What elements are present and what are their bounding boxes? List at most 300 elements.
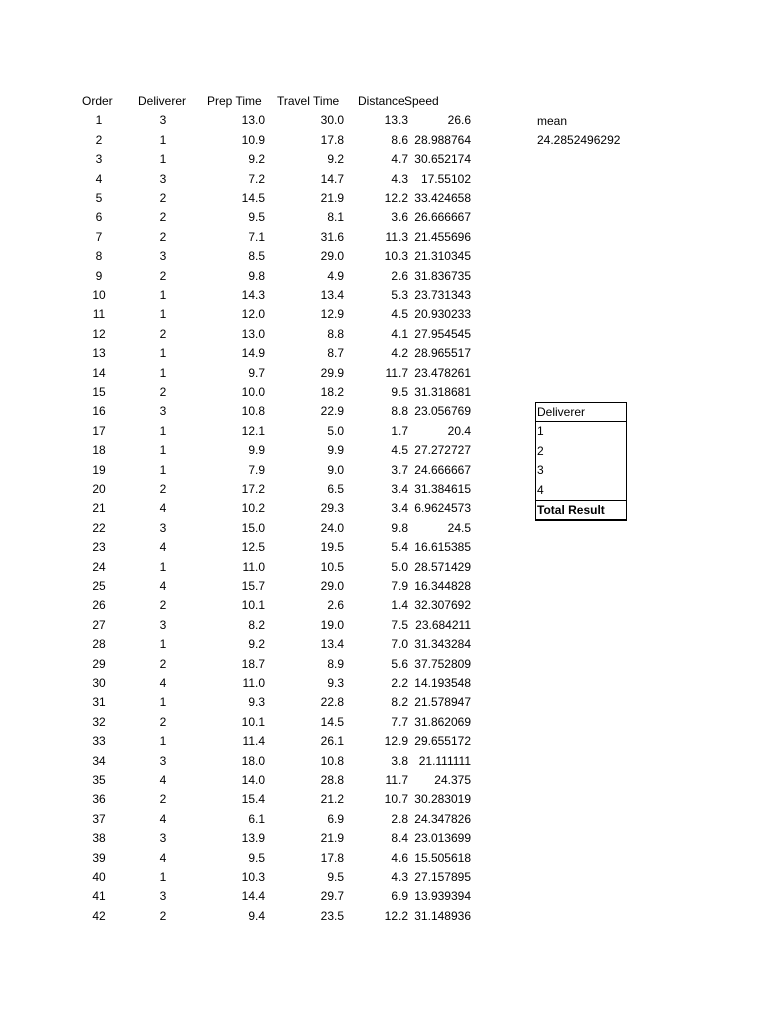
prep-time-cell[interactable]: 14.9 bbox=[241, 346, 265, 361]
prep-time-cell[interactable]: 15.4 bbox=[241, 792, 265, 807]
distance-cell[interactable]: 3.4 bbox=[391, 501, 408, 516]
speed-cell[interactable]: 21.111111 bbox=[418, 753, 471, 768]
speed-cell[interactable]: 23.056769 bbox=[414, 404, 471, 419]
distance-cell[interactable]: 12.2 bbox=[384, 908, 408, 923]
travel-time-cell[interactable]: 22.9 bbox=[320, 404, 344, 419]
mean-value[interactable]: 24.2852496292 bbox=[537, 133, 621, 148]
header-distance[interactable]: Distance bbox=[358, 94, 405, 108]
distance-cell[interactable]: 4.5 bbox=[391, 443, 408, 458]
table-row bbox=[0, 616, 768, 635]
travel-time-cell[interactable]: 31.6 bbox=[320, 229, 344, 244]
header-row bbox=[0, 92, 768, 111]
deliverer-cell[interactable]: 1 bbox=[159, 637, 167, 652]
deliverer-cell[interactable]: 4 bbox=[159, 850, 167, 865]
order-cell[interactable]: 42 bbox=[92, 908, 106, 923]
travel-time-cell[interactable]: 23.5 bbox=[320, 908, 344, 923]
table-row bbox=[0, 499, 768, 518]
prep-time-cell[interactable]: 7.2 bbox=[248, 171, 265, 186]
prep-time-cell[interactable]: 7.1 bbox=[248, 229, 265, 244]
deliverer-cell[interactable]: 2 bbox=[159, 210, 167, 225]
speed-cell[interactable]: 23.478261 bbox=[414, 365, 471, 380]
table-row bbox=[0, 441, 768, 460]
travel-time-cell[interactable]: 17.8 bbox=[320, 850, 344, 865]
order-cell[interactable]: 15 bbox=[92, 385, 106, 399]
table-row bbox=[0, 558, 768, 577]
speed-cell[interactable]: 26.666667 bbox=[414, 210, 471, 225]
speed-cell[interactable]: 29.655172 bbox=[414, 734, 471, 749]
prep-time-cell[interactable]: 9.3 bbox=[248, 695, 265, 710]
order-cell[interactable]: 23 bbox=[92, 540, 106, 555]
table-row bbox=[0, 577, 768, 596]
deliverer-cell[interactable]: 1 bbox=[159, 132, 167, 147]
prep-time-cell[interactable]: 13.9 bbox=[241, 831, 265, 846]
prep-time-cell[interactable]: 10.1 bbox=[241, 598, 265, 613]
order-cell[interactable]: 4 bbox=[95, 171, 103, 186]
distance-cell[interactable]: 7.0 bbox=[391, 637, 408, 652]
distance-cell[interactable]: 5.3 bbox=[391, 288, 408, 302]
prep-time-cell[interactable]: 9.5 bbox=[248, 210, 265, 225]
travel-time-cell[interactable]: 29.0 bbox=[320, 579, 344, 593]
deliverer-cell[interactable]: 4 bbox=[159, 579, 167, 593]
order-cell[interactable]: 6 bbox=[95, 210, 103, 225]
deliverer-cell[interactable]: 1 bbox=[159, 152, 167, 167]
distance-cell[interactable]: 2.2 bbox=[391, 676, 408, 690]
order-cell[interactable]: 17 bbox=[92, 423, 106, 438]
travel-time-cell[interactable]: 13.4 bbox=[320, 637, 344, 652]
order-cell[interactable]: 10 bbox=[92, 288, 106, 302]
deliverer-cell[interactable]: 3 bbox=[159, 617, 167, 632]
order-cell[interactable]: 2 bbox=[95, 132, 103, 147]
travel-time-cell[interactable]: 2.6 bbox=[327, 598, 344, 613]
table-row bbox=[0, 635, 768, 654]
distance-cell[interactable]: 1.7 bbox=[391, 423, 408, 438]
distance-cell[interactable]: 11.7 bbox=[385, 773, 408, 787]
order-cell[interactable]: 18 bbox=[92, 443, 106, 458]
distance-cell[interactable]: 2.6 bbox=[391, 268, 408, 283]
speed-cell[interactable]: 31.862069 bbox=[414, 714, 471, 729]
order-cell[interactable]: 24 bbox=[92, 559, 106, 574]
deliverer-cell[interactable]: 1 bbox=[159, 346, 167, 361]
order-cell[interactable]: 21 bbox=[92, 501, 106, 516]
order-cell[interactable]: 34 bbox=[92, 753, 106, 768]
deliverer-cell[interactable]: 4 bbox=[159, 501, 167, 516]
travel-time-cell[interactable]: 21.9 bbox=[320, 191, 344, 205]
deliverer-cell[interactable]: 1 bbox=[159, 734, 167, 749]
order-cell[interactable]: 7 bbox=[95, 229, 103, 244]
distance-cell[interactable]: 5.6 bbox=[391, 656, 408, 671]
distance-cell[interactable]: 3.7 bbox=[391, 462, 408, 477]
deliverer-cell[interactable]: 4 bbox=[159, 540, 167, 555]
travel-time-cell[interactable]: 12.9 bbox=[320, 307, 344, 322]
distance-cell[interactable]: 3.8 bbox=[391, 753, 408, 768]
table-row bbox=[0, 752, 768, 771]
prep-time-cell[interactable]: 10.9 bbox=[241, 132, 265, 147]
speed-cell[interactable]: 27.157895 bbox=[414, 870, 471, 884]
table-row bbox=[0, 170, 768, 189]
travel-time-cell[interactable]: 8.8 bbox=[327, 326, 344, 341]
distance-cell[interactable]: 7.5 bbox=[391, 617, 408, 632]
prep-time-cell[interactable]: 9.8 bbox=[248, 268, 265, 283]
deliverer-cell[interactable]: 2 bbox=[159, 908, 167, 923]
speed-cell[interactable]: 21.578947 bbox=[414, 695, 471, 710]
deliverer-cell[interactable]: 2 bbox=[159, 191, 167, 205]
prep-time-cell[interactable]: 7.9 bbox=[248, 462, 265, 477]
order-cell[interactable]: 26 bbox=[92, 598, 106, 613]
travel-time-cell[interactable]: 17.8 bbox=[320, 132, 344, 147]
order-cell[interactable]: 31 bbox=[92, 695, 106, 710]
speed-cell[interactable]: 16.344828 bbox=[414, 579, 471, 593]
prep-time-cell[interactable]: 12.0 bbox=[241, 307, 265, 322]
pivot-item[interactable]: 2 bbox=[537, 443, 544, 458]
deliverer-cell[interactable]: 4 bbox=[159, 773, 167, 787]
prep-time-cell[interactable]: 9.5 bbox=[248, 850, 265, 865]
prep-time-cell[interactable]: 11.0 bbox=[242, 559, 265, 574]
table-row bbox=[0, 849, 768, 868]
table-row bbox=[0, 771, 768, 790]
deliverer-cell[interactable]: 4 bbox=[159, 811, 167, 826]
distance-cell[interactable]: 8.8 bbox=[391, 404, 408, 419]
prep-time-cell[interactable]: 17.2 bbox=[241, 482, 265, 496]
order-cell[interactable]: 25 bbox=[92, 579, 106, 593]
deliverer-cell[interactable]: 2 bbox=[159, 714, 167, 729]
table-row bbox=[0, 111, 768, 130]
distance-cell[interactable]: 4.7 bbox=[391, 152, 408, 167]
deliverer-cell[interactable]: 2 bbox=[159, 792, 167, 807]
deliverer-cell[interactable]: 2 bbox=[159, 326, 167, 341]
table-row bbox=[0, 189, 768, 208]
travel-time-cell[interactable]: 6.5 bbox=[327, 482, 344, 496]
prep-time-cell[interactable]: 12.5 bbox=[241, 540, 265, 555]
deliverer-cell[interactable]: 2 bbox=[159, 268, 167, 283]
order-cell[interactable]: 39 bbox=[92, 850, 106, 865]
distance-cell[interactable]: 12.2 bbox=[384, 191, 408, 205]
prep-time-cell[interactable]: 11.0 bbox=[242, 676, 265, 690]
order-cell[interactable]: 1 bbox=[95, 113, 103, 128]
deliverer-cell[interactable]: 2 bbox=[159, 385, 167, 399]
speed-cell[interactable]: 24.347826 bbox=[414, 811, 471, 826]
travel-time-cell[interactable]: 26.1 bbox=[320, 734, 344, 749]
table-row bbox=[0, 693, 768, 712]
travel-time-cell[interactable]: 8.1 bbox=[327, 210, 344, 225]
travel-time-cell[interactable]: 9.2 bbox=[327, 152, 344, 167]
travel-time-cell[interactable]: 13.4 bbox=[320, 288, 344, 302]
table-row bbox=[0, 422, 768, 441]
prep-time-cell[interactable]: 6.1 bbox=[248, 811, 265, 826]
speed-cell[interactable]: 31.384615 bbox=[414, 482, 471, 496]
deliverer-cell[interactable]: 1 bbox=[159, 559, 167, 574]
order-cell[interactable]: 32 bbox=[92, 714, 106, 729]
speed-cell[interactable]: 21.455696 bbox=[414, 229, 471, 244]
distance-cell[interactable]: 9.8 bbox=[391, 520, 408, 535]
order-cell[interactable]: 12 bbox=[92, 326, 106, 341]
prep-time-cell[interactable]: 9.2 bbox=[248, 637, 265, 652]
travel-time-cell[interactable]: 9.0 bbox=[327, 462, 344, 477]
travel-time-cell[interactable]: 21.9 bbox=[320, 831, 344, 846]
prep-time-cell[interactable]: 11.4 bbox=[242, 734, 265, 749]
speed-cell[interactable]: 31.148936 bbox=[414, 908, 471, 923]
pivot-header[interactable]: Deliverer bbox=[536, 403, 626, 422]
travel-time-cell[interactable]: 10.8 bbox=[320, 753, 344, 768]
table-row bbox=[0, 519, 768, 538]
deliverer-cell[interactable]: 1 bbox=[159, 365, 167, 380]
prep-time-cell[interactable]: 10.2 bbox=[241, 501, 265, 516]
header-travel-time[interactable]: Travel Time bbox=[277, 94, 340, 108]
distance-cell[interactable]: 4.5 bbox=[391, 307, 408, 322]
prep-time-cell[interactable]: 9.9 bbox=[248, 443, 265, 458]
order-cell[interactable]: 11 bbox=[92, 307, 106, 322]
speed-cell[interactable]: 15.505618 bbox=[414, 850, 471, 865]
travel-time-cell[interactable]: 29.0 bbox=[320, 249, 344, 264]
prep-time-cell[interactable]: 8.2 bbox=[248, 617, 265, 632]
speed-cell[interactable]: 6.9624573 bbox=[414, 501, 471, 516]
speed-cell[interactable]: 28.988764 bbox=[414, 132, 471, 147]
travel-time-cell[interactable]: 29.7 bbox=[320, 889, 344, 904]
travel-time-cell[interactable]: 5.0 bbox=[327, 423, 344, 438]
travel-time-cell[interactable]: 19.0 bbox=[320, 617, 344, 632]
travel-time-cell[interactable]: 6.9 bbox=[327, 811, 344, 826]
distance-cell[interactable]: 9.5 bbox=[391, 385, 408, 399]
pivot-items bbox=[536, 422, 626, 500]
order-cell[interactable]: 36 bbox=[92, 792, 106, 807]
distance-cell[interactable]: 13.3 bbox=[384, 113, 408, 128]
travel-time-cell[interactable]: 8.9 bbox=[327, 656, 344, 671]
distance-cell[interactable]: 5.4 bbox=[391, 540, 408, 555]
prep-time-cell[interactable]: 14.0 bbox=[241, 773, 265, 787]
speed-cell[interactable]: 31.343284 bbox=[414, 637, 471, 652]
table-row bbox=[0, 383, 768, 402]
prep-time-cell[interactable]: 10.0 bbox=[241, 385, 265, 399]
mean-label[interactable]: mean bbox=[537, 114, 568, 128]
order-cell[interactable]: 40 bbox=[92, 870, 106, 884]
deliverer-cell[interactable]: 3 bbox=[159, 831, 167, 846]
speed-cell[interactable]: 23.013699 bbox=[414, 831, 471, 846]
distance-cell[interactable]: 4.2 bbox=[391, 346, 408, 361]
table-row bbox=[0, 208, 768, 227]
prep-time-cell[interactable]: 9.2 bbox=[248, 152, 265, 167]
pivot-total[interactable]: Total Result bbox=[536, 500, 626, 519]
order-cell[interactable]: 33 bbox=[92, 734, 106, 749]
table-row bbox=[0, 790, 768, 809]
speed-cell[interactable]: 17.55102 bbox=[420, 171, 471, 186]
table-row bbox=[0, 480, 768, 499]
order-cell[interactable]: 14 bbox=[92, 365, 106, 380]
deliverer-cell[interactable]: 3 bbox=[159, 753, 167, 768]
distance-cell[interactable]: 8.6 bbox=[391, 132, 408, 147]
table-row bbox=[0, 674, 768, 693]
speed-cell[interactable]: 31.836735 bbox=[414, 268, 471, 283]
header-order[interactable]: Order bbox=[82, 94, 113, 108]
deliverer-cell[interactable]: 3 bbox=[159, 113, 167, 128]
order-cell[interactable]: 5 bbox=[95, 191, 103, 205]
distance-cell[interactable]: 8.2 bbox=[391, 695, 408, 710]
deliverer-cell[interactable]: 1 bbox=[159, 870, 167, 884]
prep-time-cell[interactable]: 18.7 bbox=[241, 656, 265, 671]
order-cell[interactable]: 3 bbox=[95, 152, 103, 167]
order-cell[interactable]: 27 bbox=[92, 617, 106, 632]
order-cell[interactable]: 9 bbox=[95, 268, 103, 283]
speed-cell[interactable]: 20.4 bbox=[447, 423, 471, 438]
prep-time-cell[interactable]: 18.0 bbox=[241, 753, 265, 768]
speed-cell[interactable]: 14.193548 bbox=[414, 676, 471, 690]
table-row bbox=[0, 810, 768, 829]
travel-time-cell[interactable]: 10.5 bbox=[320, 559, 344, 574]
travel-time-cell[interactable]: 18.2 bbox=[320, 385, 344, 399]
distance-cell[interactable]: 6.9 bbox=[391, 889, 408, 904]
pivot-item[interactable]: 4 bbox=[537, 482, 544, 497]
distance-cell[interactable]: 10.3 bbox=[384, 249, 408, 264]
distance-cell[interactable]: 3.4 bbox=[391, 482, 408, 496]
table-row bbox=[0, 364, 768, 383]
table-row bbox=[0, 305, 768, 324]
speed-cell[interactable]: 24.666667 bbox=[414, 462, 471, 477]
speed-cell[interactable]: 37.752809 bbox=[414, 656, 471, 671]
header-prep-time[interactable]: Prep Time bbox=[207, 94, 262, 108]
order-cell[interactable]: 8 bbox=[95, 249, 103, 264]
speed-cell[interactable]: 24.5 bbox=[447, 520, 471, 535]
deliverer-cell[interactable]: 4 bbox=[159, 676, 167, 690]
prep-time-cell[interactable]: 13.0 bbox=[241, 113, 265, 128]
prep-time-cell[interactable]: 14.5 bbox=[241, 191, 265, 205]
table-row bbox=[0, 829, 768, 848]
prep-time-cell[interactable]: 10.3 bbox=[241, 870, 265, 884]
table-row bbox=[0, 402, 768, 421]
prep-time-cell[interactable]: 12.1 bbox=[241, 423, 265, 438]
travel-time-cell[interactable]: 4.9 bbox=[327, 268, 344, 283]
speed-cell[interactable]: 23.684211 bbox=[415, 617, 471, 632]
header-speed[interactable]: Speed bbox=[404, 94, 439, 108]
deliverer-cell[interactable]: 3 bbox=[159, 520, 167, 535]
deliverer-cell[interactable]: 3 bbox=[159, 171, 167, 186]
speed-cell[interactable]: 20.930233 bbox=[414, 307, 471, 322]
prep-time-cell[interactable]: 15.7 bbox=[241, 579, 265, 593]
prep-time-cell[interactable]: 13.0 bbox=[241, 326, 265, 341]
prep-time-cell[interactable]: 9.4 bbox=[248, 908, 265, 923]
travel-time-cell[interactable]: 9.3 bbox=[327, 676, 344, 690]
travel-time-cell[interactable]: 29.9 bbox=[320, 365, 344, 380]
deliverer-cell[interactable]: 1 bbox=[159, 307, 167, 322]
deliverer-cell[interactable]: 1 bbox=[159, 462, 167, 477]
distance-cell[interactable]: 7.7 bbox=[391, 714, 408, 729]
deliverer-cell[interactable]: 1 bbox=[159, 695, 167, 710]
distance-cell[interactable]: 3.6 bbox=[391, 210, 408, 225]
deliverer-cell[interactable]: 3 bbox=[159, 249, 167, 264]
order-cell[interactable]: 29 bbox=[92, 656, 106, 671]
order-cell[interactable]: 30 bbox=[92, 676, 106, 690]
deliverer-cell[interactable]: 2 bbox=[159, 229, 167, 244]
table-row bbox=[0, 538, 768, 557]
travel-time-cell[interactable]: 30.0 bbox=[320, 113, 344, 128]
deliverer-cell[interactable]: 2 bbox=[159, 482, 167, 496]
speed-cell[interactable]: 30.283019 bbox=[414, 792, 471, 807]
travel-time-cell[interactable]: 21.2 bbox=[320, 792, 344, 807]
prep-time-cell[interactable]: 14.3 bbox=[241, 288, 265, 302]
distance-cell[interactable]: 11.3 bbox=[385, 229, 408, 244]
pivot-item[interactable]: 1 bbox=[537, 424, 544, 439]
header-deliverer[interactable]: Deliverer bbox=[138, 94, 187, 108]
travel-time-cell[interactable]: 24.0 bbox=[320, 520, 344, 535]
distance-cell[interactable]: 2.8 bbox=[391, 811, 408, 826]
travel-time-cell[interactable]: 22.8 bbox=[320, 695, 344, 710]
distance-cell[interactable]: 4.3 bbox=[391, 171, 408, 186]
distance-cell[interactable]: 4.6 bbox=[391, 850, 408, 865]
prep-time-cell[interactable]: 15.0 bbox=[241, 520, 265, 535]
speed-cell[interactable]: 16.615385 bbox=[414, 540, 471, 555]
travel-time-cell[interactable]: 8.7 bbox=[327, 346, 344, 361]
speed-cell[interactable]: 33.424658 bbox=[414, 191, 471, 205]
order-cell[interactable]: 37 bbox=[92, 811, 106, 826]
travel-time-cell[interactable]: 9.9 bbox=[327, 443, 344, 458]
order-cell[interactable]: 16 bbox=[92, 404, 106, 419]
travel-time-cell[interactable]: 14.7 bbox=[320, 171, 344, 186]
prep-time-cell[interactable]: 10.1 bbox=[241, 714, 265, 729]
prep-time-cell[interactable]: 14.4 bbox=[241, 889, 265, 904]
order-cell[interactable]: 13 bbox=[92, 346, 106, 361]
speed-cell[interactable]: 31.318681 bbox=[414, 385, 471, 399]
order-cell[interactable]: 20 bbox=[92, 482, 106, 496]
order-cell[interactable]: 41 bbox=[92, 889, 106, 904]
distance-cell[interactable]: 7.9 bbox=[391, 579, 408, 593]
travel-time-cell[interactable]: 19.5 bbox=[320, 540, 344, 555]
order-cell[interactable]: 19 bbox=[92, 462, 106, 477]
order-cell[interactable]: 35 bbox=[92, 773, 106, 787]
order-cell[interactable]: 38 bbox=[92, 831, 106, 846]
pivot-item[interactable]: 3 bbox=[537, 463, 544, 478]
prep-time-cell[interactable]: 9.7 bbox=[248, 365, 265, 380]
deliverer-cell[interactable]: 2 bbox=[159, 656, 167, 671]
speed-cell[interactable]: 24.375 bbox=[434, 773, 471, 787]
prep-time-cell[interactable]: 8.5 bbox=[248, 249, 265, 264]
speed-cell[interactable]: 30.652174 bbox=[414, 152, 471, 167]
speed-cell[interactable]: 13.939394 bbox=[414, 889, 471, 904]
distance-cell[interactable]: 8.4 bbox=[391, 831, 408, 846]
distance-cell[interactable]: 4.3 bbox=[391, 870, 408, 884]
deliverer-cell[interactable]: 1 bbox=[159, 443, 167, 458]
distance-cell[interactable]: 4.1 bbox=[391, 326, 408, 341]
speed-cell[interactable]: 27.954545 bbox=[414, 326, 471, 341]
travel-time-cell[interactable]: 29.3 bbox=[320, 501, 344, 516]
deliverer-cell[interactable]: 2 bbox=[159, 598, 167, 613]
speed-cell[interactable]: 28.571429 bbox=[414, 559, 471, 574]
speed-cell[interactable]: 23.731343 bbox=[414, 288, 471, 302]
distance-cell[interactable]: 10.7 bbox=[384, 792, 408, 807]
deliverer-cell[interactable]: 1 bbox=[159, 288, 167, 302]
travel-time-cell[interactable]: 14.5 bbox=[320, 714, 344, 729]
deliverer-cell[interactable]: 3 bbox=[159, 889, 167, 904]
travel-time-cell[interactable]: 28.8 bbox=[320, 773, 344, 787]
distance-cell[interactable]: 12.9 bbox=[384, 734, 408, 749]
travel-time-cell[interactable]: 9.5 bbox=[327, 870, 344, 884]
table-row bbox=[0, 131, 768, 150]
table-row bbox=[0, 732, 768, 751]
speed-cell[interactable]: 32.307692 bbox=[414, 598, 471, 613]
speed-cell[interactable]: 26.6 bbox=[447, 113, 471, 128]
table-row bbox=[0, 228, 768, 247]
pivot-table bbox=[535, 402, 627, 521]
order-cell[interactable]: 22 bbox=[92, 520, 106, 535]
speed-cell[interactable]: 21.310345 bbox=[414, 249, 471, 264]
distance-cell[interactable]: 1.4 bbox=[391, 598, 408, 613]
order-cell[interactable]: 28 bbox=[92, 637, 106, 652]
deliverer-cell[interactable]: 3 bbox=[159, 404, 167, 419]
table-row bbox=[0, 325, 768, 344]
table-row bbox=[0, 887, 768, 906]
prep-time-cell[interactable]: 10.8 bbox=[241, 404, 265, 419]
distance-cell[interactable]: 11.7 bbox=[385, 365, 408, 380]
distance-cell[interactable]: 5.0 bbox=[391, 559, 408, 574]
speed-cell[interactable]: 27.272727 bbox=[414, 443, 471, 458]
deliverer-cell[interactable]: 1 bbox=[159, 423, 167, 438]
speed-cell[interactable]: 28.965517 bbox=[414, 346, 471, 361]
